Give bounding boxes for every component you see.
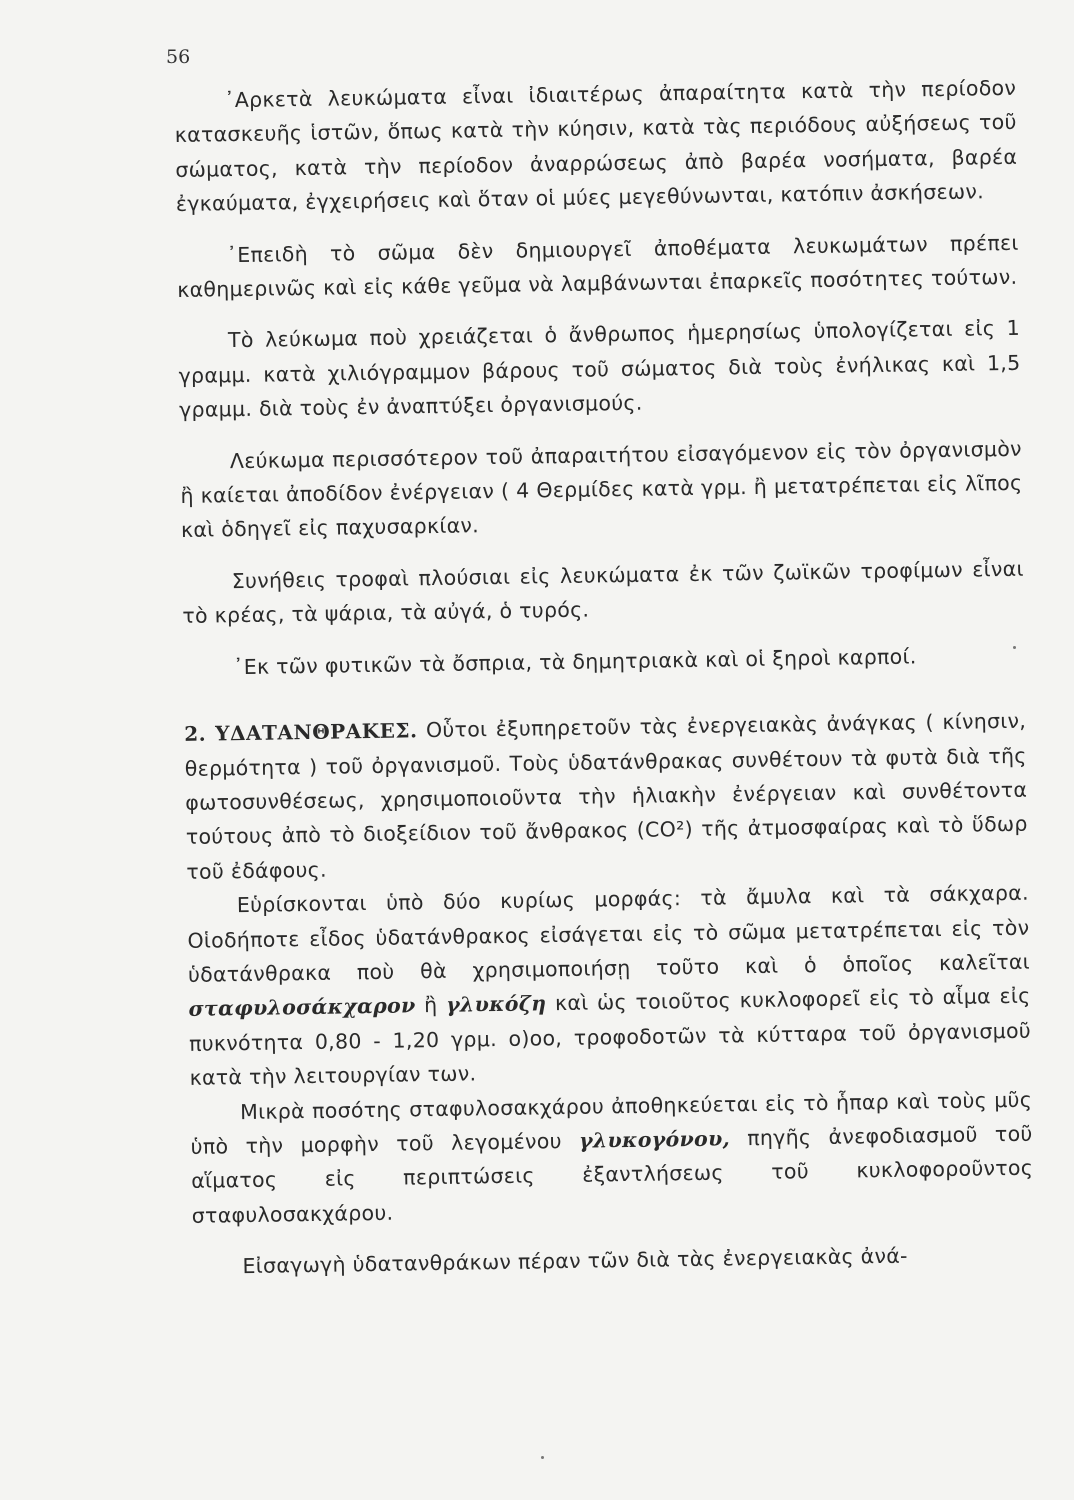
print-speck [1013, 646, 1016, 649]
paragraph-glycogen: Μικρὰ ποσότης σταφυλοσακχάρου ἀποθηκεύεται εἰς τὸ ἧπαρ καὶ τοὺς μῦς ὑπὸ τὴν μορφὴν τοῦ λεγομένου γλυκογόνου, πηγῆς ἀνεφοδιασμοῦ τοῦ αἵματος εἰς περιπτώσεις ἐξαντλήσεως τοῦ κυκλοφοροῦντος σταφυλοσακχάρου. [190, 1087, 1034, 1228]
paragraph-animal-protein-foods: Συνήθεις τροφαὶ πλούσιαι εἰς λευκώματα ἐκ τῶν ζωϊκῶν τροφίμων εἶναι τὸ κρέας, τὰ ψάρια, τὰ αὐγά, ὁ τυρός. [182, 556, 1024, 629]
paragraph-daily-protein: Τὸ λεύκωμα ποὺ χρειάζεται ὁ ἄνθρωπος ἡμερησίως ὑπολογίζεται εἰς 1 γραμμ. κατὰ χιλιόγραμμον βάρους τοῦ σώματος διὰ τοὺς ἐνήλικας καὶ 1,5 γραμμ. διὰ τοὺς ἐν ἀναπτύξει ὀργανισμούς. [178, 316, 1021, 423]
term-glucose: γλυκόζη [445, 991, 547, 1018]
term-glucose-sugar: σταφυλοσάκχαρον [188, 993, 416, 1022]
print-speck [541, 1456, 544, 1459]
paragraph-carbohydrate-forms: Εὑρίσκονται ὑπὸ δύο κυρίως μορφάς: τὰ ἄμυλα καὶ τὰ σάκχαρα. Οἱοδήποτε εἶδος ὑδατάνθρακος εἰσάγεται εἰς τὸ σῶμα μετατρέπεται εἰς τὸν ὑδατάνθρακα ποὺ θὰ χρησιμοποιήσῃ τοῦτο καὶ ὁ ὁποῖος καλεῖται σταφυλοσάκχαρον ἢ γλυκόζη καὶ ὡς τοιοῦτος κυκλοφορεῖ εἰς τὸ αἷμα εἰς πυκνότητα 0,80 - 1,20 γρμ. ο)οο, τροφοδοτῶν τὰ κύτταρα τοῦ ὀργανισμοῦ κατὰ τὴν λειτουργίαν των. [187, 880, 1032, 1091]
page-body [174, 71, 1035, 1285]
paragraph-proteins-need: ᾿Αρκετὰ λευκώματα εἶναι ἰδιαιτέρως ἀπαραίτητα κατὰ τὴν περίοδον κατασκευῆς ἱστῶν, ὅπως κατὰ τὴν κύησιν, κατὰ τὰς περιόδους αὐξήσεως τοῦ σώματος, κατὰ τὴν περίοδον ἀναρρώσεως ἀπὸ βαρέα νοσήματα, βαρέα ἐγκαύματα, ἐγχειρήσεις καὶ ὅταν οἱ μύες μεγεθύνωνται, κατόπιν ἀσκήσεων. [174, 75, 1018, 217]
paragraph-carbohydrate-excess: Εἰσαγωγὴ ὑδατανθράκων πέραν τῶν διὰ τὰς ἐνεργειακὰς ἀνά- [242, 1243, 908, 1279]
section-heading: 2. ΥΔΑΤΑΝΘΡΑΚΕΣ. [184, 718, 418, 747]
paragraph-protein-reserves: ᾿Επειδὴ τὸ σῶμα δὲν δημιουργεῖ ἀποθέματα λευκωμάτων πρέπει καθημερινῶς καὶ εἰς κάθε γεῦμα νὰ λαμβάνωνται ἐπαρκεῖς ποσότητες τούτων. [177, 230, 1019, 303]
term-glycogen: γλυκογόνου, [578, 1126, 731, 1153]
paragraph-excess-protein: Λεύκωμα περισσότερον τοῦ ἀπαραιτήτου εἰσαγόμενον εἰς τὸν ὀργανισμὸν ἢ καίεται ἀποδίδον ἐνέργειαν ( 4 Θερμίδες κατὰ γρμ. ἢ μετατρέπεται εἰς λῖπος καὶ ὁδηγεῖ εἰς παχυσαρκίαν. [180, 436, 1023, 543]
page-number: 56 [166, 46, 191, 68]
section-intro-text: Οὗτοι ἐξυπηρετοῦν τὰς ἐνεργειακὰς ἀνάγκας ( κίνησιν, θερμότητα ) τοῦ ὀργανισμοῦ. Τοὺς ὑδατάνθρακας συνθέτουν τὰ φυτὰ διὰ τῆς φωτοσυνθέσεως, χρησιμοποιοῦντα τὴν ἡλιακὴν ἐνέργειαν καὶ συνθέτοντα τούτους ἀπὸ τὸ διοξείδιον τοῦ ἄνθρακος (CO²) τῆς ἀτμοσφαίρας καὶ τὸ ὕδωρ τοῦ ἐδάφους. [184, 708, 1028, 884]
paragraph-plant-protein-foods: ᾿Εκ τῶν φυτικῶν τὰ ὄσπρια, τὰ δημητριακὰ καὶ οἱ ξηροὶ καρποί. [232, 644, 917, 679]
section-carbohydrates [184, 704, 1029, 889]
